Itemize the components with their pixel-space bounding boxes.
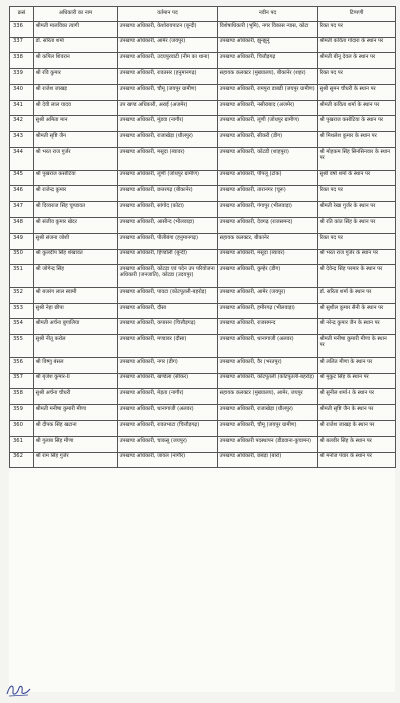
- remark-cell: श्री देवेन्द्र सिंह परमार के स्थान पर: [318, 265, 396, 288]
- officer-name-cell: श्री भरत राज गुर्जर: [34, 148, 118, 171]
- new-post-cell: उपखण्ड अधिकारी, राजसमन्द: [218, 319, 318, 335]
- serial-cell: 353: [10, 303, 34, 319]
- officer-name-cell: श्रीमती अर्चना बुगालिया: [34, 319, 118, 335]
- current-post-cell: उपखण्ड अधिकारी, राजाखेड़ा (धौलपुर): [118, 132, 218, 148]
- remark-cell: श्री राजेश जाखड़ के स्थान पर: [318, 420, 396, 436]
- header-officer-name: अधिकारी का नाम: [34, 7, 118, 22]
- table-row: [10, 100, 396, 116]
- officer-name-cell: सुश्री नेहा छीपा: [34, 303, 118, 319]
- new-post-cell: उपखण्ड अधिकारी, वैर (भरतपुर): [218, 357, 318, 373]
- new-post-cell: उपखण्ड अधिकारी, थानागाजी (अलवर): [218, 335, 318, 358]
- current-post-cell: उपखण्ड अधिकारी, दौसा: [118, 303, 218, 319]
- header-new-post: नवीन पद: [218, 7, 318, 22]
- serial-cell: 352: [10, 287, 34, 303]
- table-row: [10, 265, 396, 288]
- remark-cell: रिक्त पद पर: [318, 21, 396, 37]
- header-remark: टिप्पणी: [318, 7, 396, 22]
- current-post-cell: उपखण्ड अधिकारी, केशोरायपाटन (बून्दी): [118, 21, 218, 37]
- officer-name-cell: श्री दिव्यराज सिंह चूण्डावत: [34, 202, 118, 218]
- serial-cell: 345: [10, 170, 34, 186]
- current-post-cell: उपखण्ड अधिकारी, नगर (डीग): [118, 357, 218, 373]
- remark-cell: श्रीमती मनीषा कुमारी मीणा के स्थान पर: [318, 335, 396, 358]
- officer-name-cell: श्रीमती मनीषा कुमारी मीणा: [34, 405, 118, 421]
- table-row: [10, 21, 396, 37]
- serial-cell: 337: [10, 37, 34, 53]
- serial-cell: 346: [10, 186, 34, 202]
- current-post-cell: उपखण्ड अधिकारी, मेड़ता (नागौर): [118, 389, 218, 405]
- serial-cell: 354: [10, 319, 34, 335]
- officer-name-cell: श्री बजरंग लाल स्वामी: [34, 287, 118, 303]
- serial-cell: 361: [10, 436, 34, 452]
- remark-cell: श्री मोहकम सिंह सिनसिनवार के स्थान पर: [318, 148, 396, 171]
- new-post-cell: सहायक कलक्टर (मुख्यालय), बीकानेर (शहर): [218, 69, 318, 85]
- new-post-cell: उपखण्ड अधिकारी, तारानगर (चूरू): [218, 186, 318, 202]
- remark-cell: श्री ललित मीणा के स्थान पर: [318, 357, 396, 373]
- remark-cell: श्री सुशील कुमार सैनी के स्थान पर: [318, 303, 396, 319]
- serial-cell: 343: [10, 132, 34, 148]
- remark-cell: रिक्त पद पर: [318, 186, 396, 202]
- document-page: [9, 6, 395, 692]
- remark-cell: रिक्त पद पर: [318, 69, 396, 85]
- officer-name-cell: श्री राजेन्द्र कुमार: [34, 186, 118, 202]
- current-post-cell: उपखण्ड अधिकारी, लूणी (जोधपुर ग्रामीण): [118, 170, 218, 186]
- new-post-cell: उपखण्ड अधिकारी, पीपलू (टोंक): [218, 170, 318, 186]
- officer-name-cell: श्री राजेश जाखड़: [34, 84, 118, 100]
- table-row: [10, 389, 396, 405]
- serial-cell: 356: [10, 357, 34, 373]
- current-post-cell: उपखण्ड अधिकारी, हिण्डोली (बून्दी): [118, 249, 218, 265]
- remark-cell: श्रीमती कविता शर्मा के स्थान पर: [318, 100, 396, 116]
- table-row: [10, 217, 396, 233]
- new-post-cell: उपखण्ड अधिकारी, कोटपूतली (कोटपूतली-बहरोड़): [218, 373, 318, 389]
- current-post-cell: उपखण्ड अधिकारी, सांगोद (कोटा): [118, 202, 218, 218]
- table-row: [10, 148, 396, 171]
- officer-name-cell: श्रीमती मालविका त्यागी: [34, 21, 118, 37]
- officer-name-cell: श्री रवि कुमार: [34, 69, 118, 85]
- officer-name-cell: सुश्री नीतू करोल: [34, 335, 118, 358]
- table-row: [10, 436, 396, 452]
- new-post-cell: उपखण्ड अधिकारी, नसीराबाद (अजमेर): [218, 100, 318, 116]
- table-row: [10, 170, 396, 186]
- serial-cell: 350: [10, 249, 34, 265]
- officer-name-cell: श्रीमती सृष्टि जैन: [34, 132, 118, 148]
- table-row: [10, 420, 396, 436]
- table-row: [10, 319, 396, 335]
- remark-cell: श्री मनोज पंवार के स्थान पर: [318, 452, 396, 468]
- officer-name-cell: श्री राम सिंह गुर्जर: [34, 452, 118, 468]
- serial-cell: 348: [10, 217, 34, 233]
- signature-mark: [4, 682, 34, 698]
- remark-cell: सुश्री वर्षा शर्मा के स्थान पर: [318, 170, 396, 186]
- remark-cell: श्री भरत राज गुर्जर के स्थान पर: [318, 249, 396, 265]
- current-post-cell: उपखण्ड अधिकारी, छत्तरगढ़ (बीकानेर): [118, 186, 218, 202]
- table-row: [10, 69, 396, 85]
- new-post-cell: उपखण्ड अधिकारी, गंगापुर (भीलवाड़ा): [218, 202, 318, 218]
- current-post-cell: उपखण्ड अधिकारी, मसूदा (ब्यावर): [118, 148, 218, 171]
- serial-cell: 342: [10, 116, 34, 132]
- new-post-cell: उपखण्ड अधिकारी पदस्थापन (डीडवाना-कुचामन): [218, 436, 318, 452]
- remark-cell: डॉ. सरिता शर्मा के स्थान पर: [318, 287, 396, 303]
- table-row: [10, 84, 396, 100]
- officer-name-cell: श्री कपिल शिवरान: [34, 53, 118, 69]
- new-post-cell: विशेषाधिकारी (भूमि), नगर विकास न्यास, कोटा: [218, 21, 318, 37]
- serial-cell: 359: [10, 405, 34, 421]
- new-post-cell: उपखण्ड अधिकारी, झुन्झुनूं: [218, 37, 318, 53]
- new-post-cell: उपखण्ड अधिकारी, हमीरगढ़ (भीलवाड़ा): [218, 303, 318, 319]
- current-post-cell: उपखण्ड अधिकारी, खण्डेला (सीकर): [118, 373, 218, 389]
- new-post-cell: सहायक कलक्टर, बीकानेर: [218, 233, 318, 249]
- remark-cell: श्री मिथलेश कुमार के स्थान पर: [318, 132, 396, 148]
- table-body: [10, 21, 396, 468]
- current-post-cell: उपखण्ड अधिकारी, उदयपुरवाटी (नीम का थाना): [118, 53, 218, 69]
- current-post-cell: उपखण्ड अधिकारी, आसीन्द (भीलवाड़ा): [118, 217, 218, 233]
- serial-cell: 341: [10, 100, 34, 116]
- serial-cell: 358: [10, 389, 34, 405]
- current-post-cell: उपखण्ड अधिकारी, रावतसर (हनुमानगढ़): [118, 69, 218, 85]
- current-post-cell: उपखण्ड अधिकारी, कोटड़ा एवं पदेन उप परियोजना अधिकारी (जनजाति), कोटडा (उदयपुर): [118, 265, 218, 288]
- serial-cell: 360: [10, 420, 34, 436]
- table-row: [10, 186, 396, 202]
- header-serial: क्रसं: [10, 7, 34, 22]
- new-post-cell: उपखण्ड अधिकारी, आमेर (जयपुर): [218, 287, 318, 303]
- table-row: [10, 132, 396, 148]
- officer-name-cell: श्री बृजेश कुमार-II: [34, 373, 118, 389]
- table-row: [10, 303, 396, 319]
- remark-cell: श्री मुकुट सिंह के स्थान पर: [318, 373, 396, 389]
- current-post-cell: उपखण्ड अधिकारी, जायल (नागौर): [118, 452, 218, 468]
- serial-cell: 357: [10, 373, 34, 389]
- serial-cell: 351: [10, 265, 34, 288]
- new-post-cell: उपखण्ड अधिकारी, देवगढ़ (राजसमन्द): [218, 217, 318, 233]
- transfer-table: [9, 6, 396, 468]
- remark-cell: श्रीमती बीनू देवल के स्थान पर: [318, 53, 396, 69]
- officer-name-cell: श्री विष्णु बंसल: [34, 357, 118, 373]
- remark-cell: सुश्री सुमन चौधरी के स्थान पर: [318, 84, 396, 100]
- remark-cell: रिक्त पद पर: [318, 233, 396, 249]
- serial-cell: 355: [10, 335, 34, 358]
- new-post-cell: उपखण्ड अधिकारी, चित्तौड़गढ़: [218, 53, 318, 69]
- table-row: [10, 202, 396, 218]
- current-post-cell: उपखण्ड अधिकारी, पावटा (कोटपूतली-बहरोड़): [118, 287, 218, 303]
- officer-name-cell: श्री गुलाब सिंह मीणा: [34, 436, 118, 452]
- new-post-cell: सहायक कलक्टर (मुख्यालय), आमेर, जयपुर: [218, 389, 318, 405]
- table-row: [10, 37, 396, 53]
- serial-cell: 339: [10, 69, 34, 85]
- current-post-cell: उपखण्ड अधिकारी, थानागाजी (अलवर): [118, 405, 218, 421]
- officer-name-cell: सुश्री अमिता मान: [34, 116, 118, 132]
- serial-cell: 338: [10, 53, 34, 69]
- table-row: [10, 452, 396, 468]
- new-post-cell: उपखण्ड अधिकारी, मसूदा (ब्यावर): [218, 249, 318, 265]
- header-row: [10, 7, 396, 22]
- officer-name-cell: श्री जोगेन्द्र सिंह: [34, 265, 118, 288]
- table-row: [10, 335, 396, 358]
- current-post-cell: उप खण्ड अधिकारी, अराई (अजमेर): [118, 100, 218, 116]
- officer-name-cell: सुश्री अर्चना चौधरी: [34, 389, 118, 405]
- table-row: [10, 373, 396, 389]
- remark-cell: श्री सुनील शर्मा-I के स्थान पर: [318, 389, 396, 405]
- table-row: [10, 116, 396, 132]
- serial-cell: 336: [10, 21, 34, 37]
- officer-name-cell: श्री दीपक सिंह खटाना: [34, 420, 118, 436]
- new-post-cell: उपखण्ड अधिकारी, कोटडी (शाहपुरा): [218, 148, 318, 171]
- new-post-cell: उपखण्ड अधिकारी, राजाखेड़ा (धौलपुर): [218, 405, 318, 421]
- remark-cell: श्रीमती रेखा गुर्जर के स्थान पर: [318, 202, 396, 218]
- new-post-cell: उपखण्ड अधिकारी, चौमू (जयपुर ग्रामीण): [218, 420, 318, 436]
- current-post-cell: उपखण्ड अधिकारी, पीलीबंगा (हनुमानगढ़): [118, 233, 218, 249]
- current-post-cell: उपखण्ड अधिकारी, चौमू (जयपुर ग्रामीण): [118, 84, 218, 100]
- remark-cell: श्री नरेन्द्र कुमार जैन के स्थान पर: [318, 319, 396, 335]
- remark-cell: श्री पुखराज कसोटिया के स्थान पर: [318, 116, 396, 132]
- serial-cell: 347: [10, 202, 34, 218]
- new-post-cell: उपखण्ड अधिकारी, सीकरी (डीग): [218, 132, 318, 148]
- table-row: [10, 53, 396, 69]
- officer-name-cell: सुश्री संजना जोशी: [34, 233, 118, 249]
- current-post-cell: उपखण्ड अधिकारी, रावतभाटा (चित्तौड़गढ़): [118, 420, 218, 436]
- remark-cell: श्रीमती सृष्टि जैन के स्थान पर: [318, 405, 396, 421]
- current-post-cell: उपखण्ड अधिकारी, मूंडवा (नागौर): [118, 116, 218, 132]
- table-row: [10, 287, 396, 303]
- serial-cell: 349: [10, 233, 34, 249]
- new-post-cell: उपखण्ड अधिकारी, छबड़ा (बारां): [218, 452, 318, 468]
- new-post-cell: उपखण्ड अधिकारी, लूणी (जोधपुर ग्रामीण): [218, 116, 318, 132]
- new-post-cell: उपखण्ड अधिकारी, रामपुरा डाबडी (जयपुर ग्रामीण): [218, 84, 318, 100]
- table-row: [10, 405, 396, 421]
- current-post-cell: उपखण्ड अधिकारी, चाकसू (जयपुर): [118, 436, 218, 452]
- table-row: [10, 233, 396, 249]
- serial-cell: 340: [10, 84, 34, 100]
- remark-cell: श्री रति कांत सिंह के स्थान पर: [318, 217, 396, 233]
- header-current-post: वर्तमान पद: [118, 7, 218, 22]
- current-post-cell: उपखण्ड अधिकारी, आमेर (जयपुर): [118, 37, 218, 53]
- table-row: [10, 357, 396, 373]
- officer-name-cell: श्री कुलदीप सिंह शेखावत: [34, 249, 118, 265]
- remark-cell: श्री बलवीर सिंह के स्थान पर: [318, 436, 396, 452]
- current-post-cell: उपखण्ड अधिकारी, कपासन (चित्तौड़गढ़): [118, 319, 218, 335]
- current-post-cell: उपखण्ड अधिकारी, मण्डावर (दौसा): [118, 335, 218, 358]
- serial-cell: 362: [10, 452, 34, 468]
- officer-name-cell: श्री पुखराज कसोटिया: [34, 170, 118, 186]
- remark-cell: श्रीमती कविता गोदारा के स्थान पर: [318, 37, 396, 53]
- serial-cell: 344: [10, 148, 34, 171]
- officer-name-cell: श्री देवी लाल यादव: [34, 100, 118, 116]
- table-row: [10, 249, 396, 265]
- officer-name-cell: श्री संजीव कुमार खेदर: [34, 217, 118, 233]
- new-post-cell: उपखण्ड अधिकारी, कुम्हेर (डीग): [218, 265, 318, 288]
- officer-name-cell: डॉ. सरिता शर्मा: [34, 37, 118, 53]
